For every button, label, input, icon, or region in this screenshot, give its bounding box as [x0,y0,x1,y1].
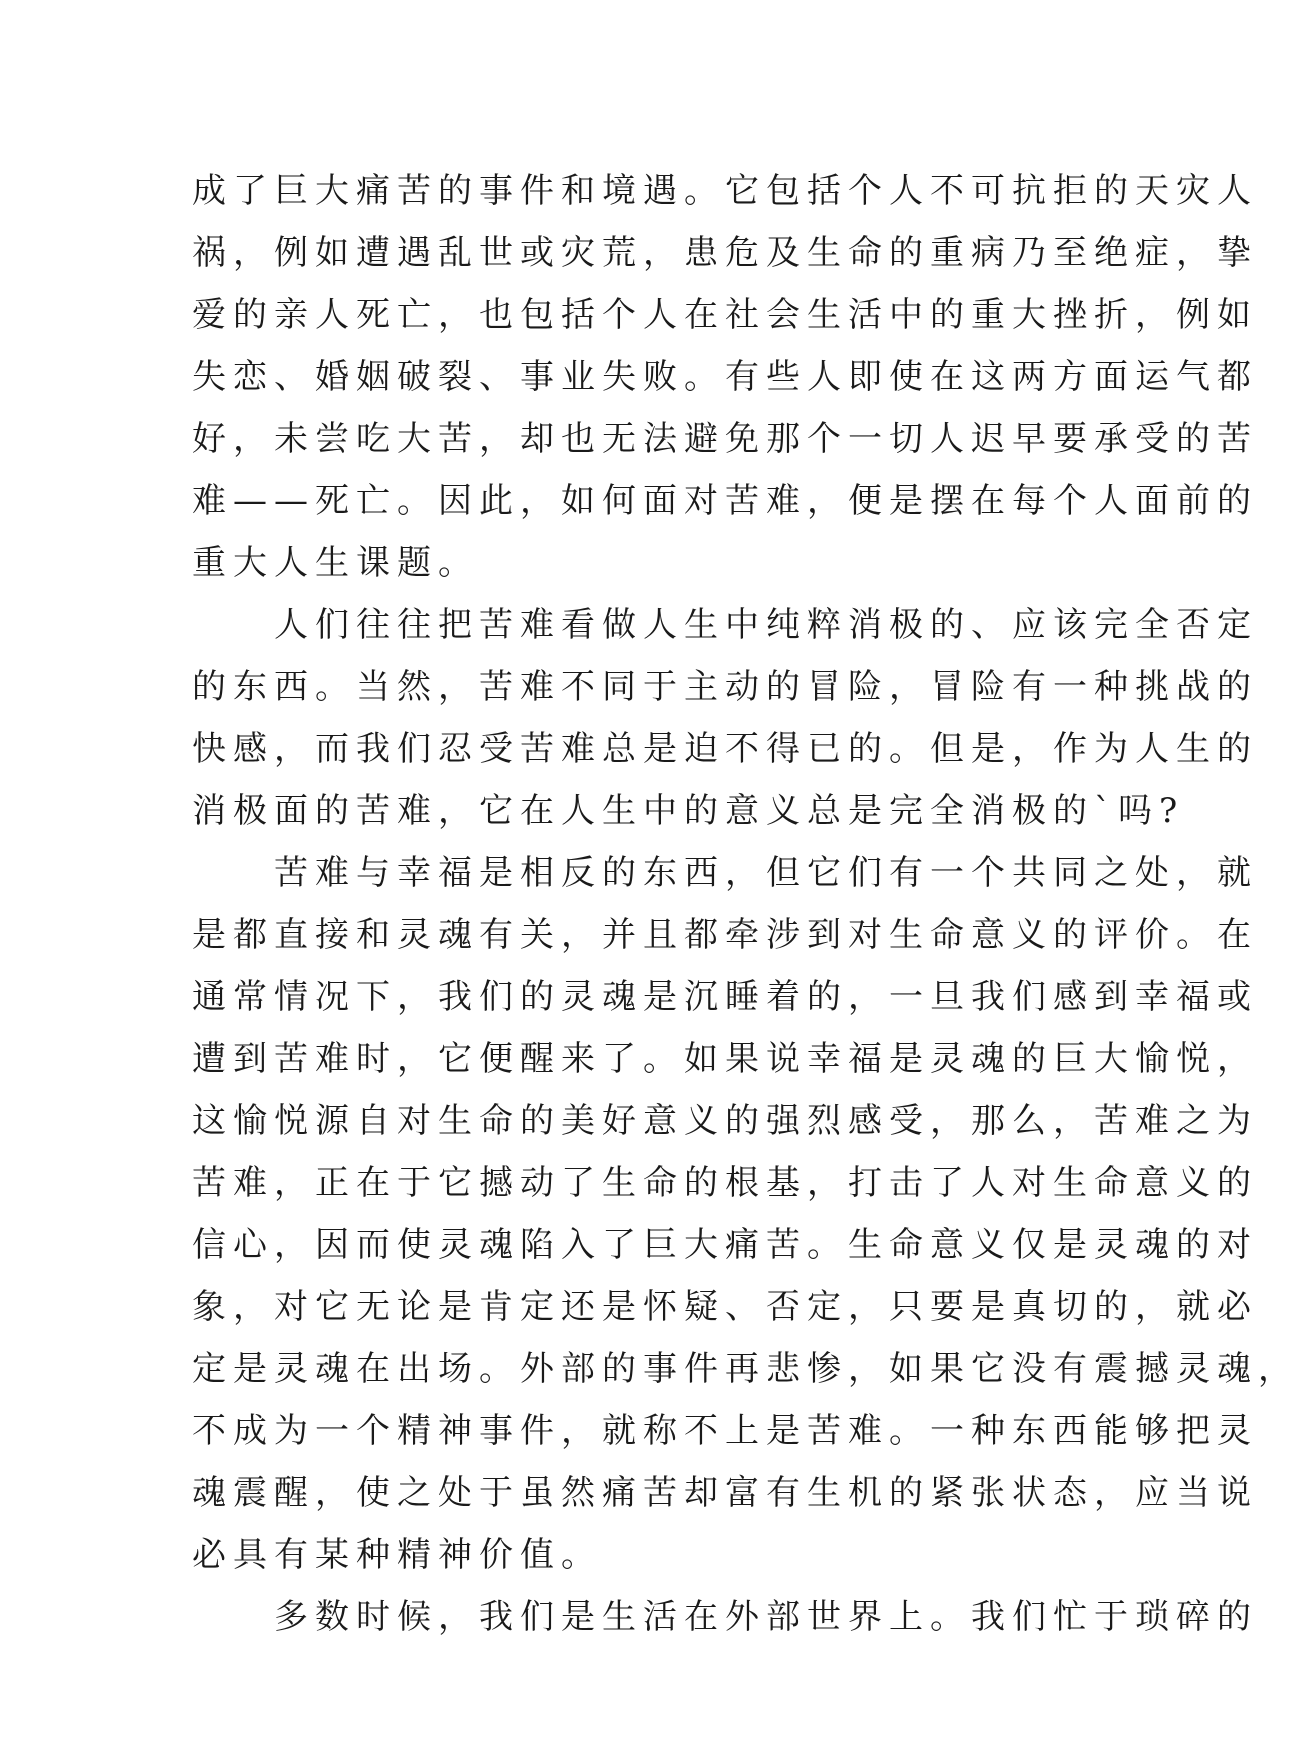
text-line: 象，对它无论是肯定还是怀疑、否定，只要是真切的，就必 [192,1287,1258,1327]
text-line: 成了巨大痛苦的事件和境遇。它包括个人不可抗拒的天灾人 [192,171,1258,211]
text-line: 好，未尝吃大苦，却也无法避免那个一切人迟早要承受的苦 [192,419,1258,459]
text-line: 失恋、婚姻破裂、事业失败。有些人即使在这两方面运气都 [192,357,1258,397]
text-line: 消极面的苦难，它在人生中的意义总是完全消极的`吗? [192,791,1185,831]
text-line: 遭到苦难时，它便醒来了。如果说幸福是灵魂的巨大愉悦， [192,1039,1258,1079]
text-line: 信心，因而使灵魂陷入了巨大痛苦。生命意义仅是灵魂的对 [192,1225,1258,1265]
body-text [192,160,1299,1648]
text-line: 不成为一个精神事件，就称不上是苦难。一种东西能够把灵 [192,1411,1258,1451]
text-line: 人们往往把苦难看做人生中纯粹消极的、应该完全否定 [274,605,1258,645]
text-line: 多数时候，我们是生活在外部世界上。我们忙于琐碎的 [274,1597,1258,1637]
text-line: 是都直接和灵魂有关，并且都牵涉到对生命意义的评价。在 [192,915,1258,955]
text-line: 重大人生课题。 [192,543,479,583]
text-line: 苦难，正在于它撼动了生命的根基，打击了人对生命意义的 [192,1163,1258,1203]
text-line: 苦难与幸福是相反的东西，但它们有一个共同之处，就 [274,853,1258,893]
text-line: 祸，例如遭遇乱世或灾荒，患危及生命的重病乃至绝症，挚 [192,233,1258,273]
text-line: 难——死亡。因此，如何面对苦难，便是摆在每个人面前的 [192,481,1258,521]
text-line: 的东西。当然，苦难不同于主动的冒险，冒险有一种挑战的 [192,667,1258,707]
text-line: 快感，而我们忍受苦难总是迫不得已的。但是，作为人生的 [192,729,1258,769]
text-line: 这愉悦源自对生命的美好意义的强烈感受，那么，苦难之为 [192,1101,1258,1141]
text-line: 通常情况下，我们的灵魂是沉睡着的，一旦我们感到幸福或 [192,977,1258,1017]
text-line: 爱的亲人死亡，也包括个人在社会生活中的重大挫折，例如 [192,295,1258,335]
text-line: 魂震醒，使之处于虽然痛苦却富有生机的紧张状态，应当说 [192,1473,1258,1513]
text-line: 定是灵魂在出场。外部的事件再悲惨，如果它没有震撼灵魂， [192,1349,1299,1389]
text-line: 必具有某种精神价值。 [192,1535,602,1575]
